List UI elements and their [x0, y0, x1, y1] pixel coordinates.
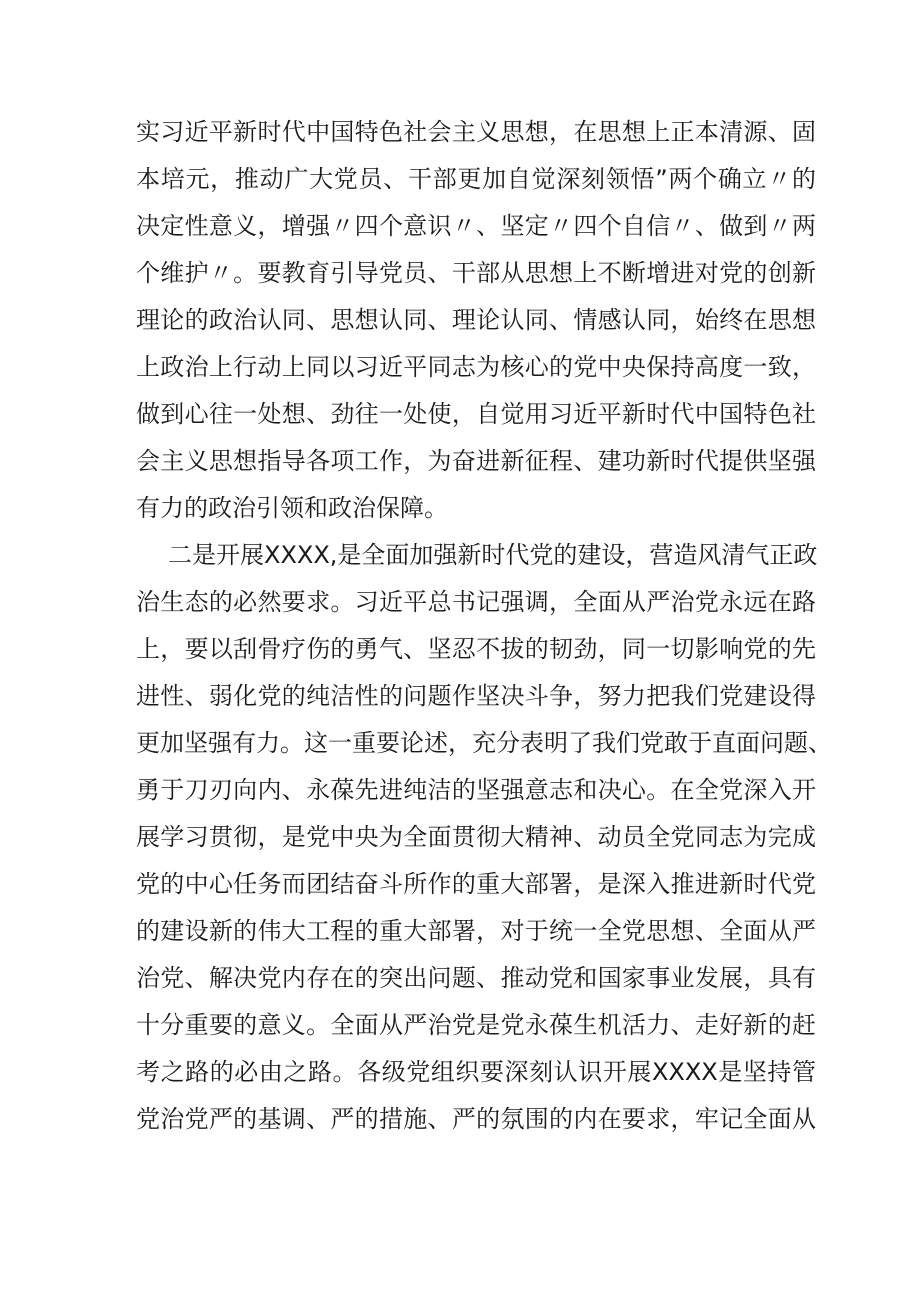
text-line: 的建设新的伟大工程的重大部署，对于统一全党思想、全面从严 [136, 917, 816, 945]
text-line: 有力的政治引领和政治保障。 [136, 494, 448, 522]
text-line: 本培元，推动广大党员、干部更加自觉深刻领悟”两个确立〃的 [136, 165, 816, 193]
text-line: 个维护〃。要教育引导党员、干部从思想上不断增进对党的创新 [136, 259, 816, 287]
text-line: 上，要以刮骨疗伤的勇气、坚忍不拔的韧劲，同一切影响党的先 [136, 635, 816, 663]
text-line: 做到心往一处想、劲往一处使，自觉用习近平新时代中国特色社 [136, 400, 816, 428]
text-line: 党的中心任务而团结奋斗所作的重大部署，是深入推进新时代党 [136, 870, 816, 898]
text-line: 治党、解决党内存在的突出问题、推动党和国家事业发展，具有 [136, 964, 816, 992]
text-line: 决定性意义，增强〃四个意识〃、坚定〃四个自信〃、做到〃两 [136, 212, 816, 240]
text-line: 党治党严的基调、严的措施、严的氛围的内在要求，牢记全面从 [136, 1105, 816, 1133]
text-line: 理论的政治认同、思想认同、理论认同、情感认同，始终在思想 [136, 306, 816, 334]
text-line: 展学习贯彻，是党中央为全面贯彻大精神、动员全党同志为完成 [136, 823, 816, 851]
text-line: 会主义思想指导各项工作，为奋进新征程、建功新时代提供坚强 [136, 447, 816, 475]
text-line: 治生态的必然要求。习近平总书记强调，全面从严治党永远在路 [136, 588, 816, 616]
text-line: 更加坚强有力。这一重要论述，充分表明了我们党敢于直面问题、 [136, 729, 832, 757]
text-line: 勇于刀刃向内、永葆先进纯洁的坚强意志和决心。在全党深入开 [136, 776, 816, 804]
text-line: 上政治上行动上同以习近平同志为核心的党中央保持高度一致， [136, 353, 816, 381]
paragraph-start-line: 二是开展XXXX,是全面加强新时代党的建设，营造风清气正政 [168, 541, 818, 569]
text-line: 实习近平新时代中国特色社会主义思想，在思想上正本清源、固 [136, 118, 816, 146]
text-line: 十分重要的意义。全面从严治党是党永葆生机活力、走好新的赶 [136, 1011, 816, 1039]
text-line: 考之路的必由之路。各级党组织要深刻认识开展XXXX是坚持管 [136, 1058, 816, 1086]
text-line: 进性、弱化党的纯洁性的问题作坚决斗争，努力把我们党建设得 [136, 682, 816, 710]
